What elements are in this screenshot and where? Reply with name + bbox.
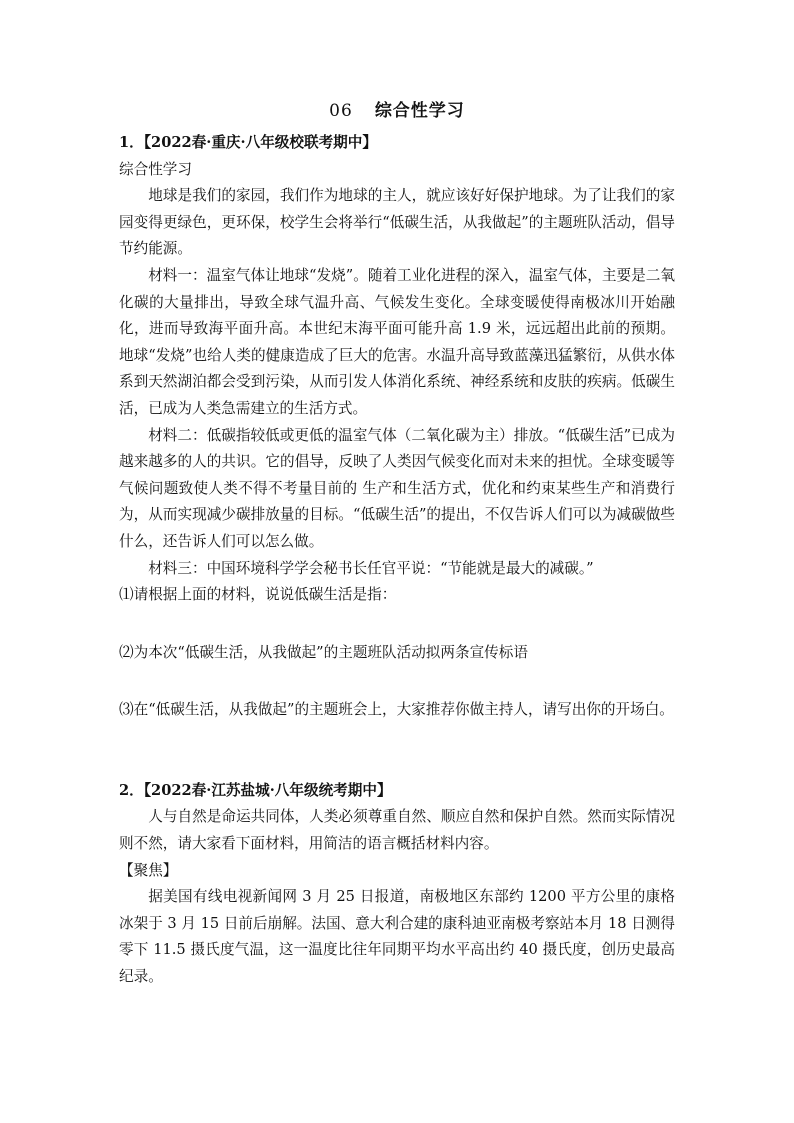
title-text: 综合性学习 <box>374 101 465 121</box>
question-2-heading: 2．【2022春·江苏盐城·八年级统考期中】 <box>119 781 392 799</box>
material-3: 材料三：中国环境科学学会秘书长任官平说：“节能就是最大的减碳。” <box>148 559 594 577</box>
question-1 <box>119 130 675 724</box>
sub-question-2: ⑵为本次“低碳生活，从我做起”的主题班队活动拟两条宣传标语 <box>119 643 528 661</box>
sub-question-3: ⑶在“低碳生活，从我做起”的主题班会上，大家推荐你做主持人，请写出你的开场白。 <box>119 701 674 719</box>
question-2-intro: 人与自然是命运共同体，人类必须尊重自然、顺应自然和保护自然。然而实际情况则不然，请大家看下面材料，用简洁的语言概括材料内容。 <box>119 808 675 853</box>
title-number: 06 <box>329 101 353 121</box>
question-2 <box>119 778 675 991</box>
material-2: 材料二：低碳指较低或更低的温室气体（二氧化碳为主）排放。“低碳生活”已成为越来越多的人的共识。它的倡导，反映了人类因气候变化而对未来的担忧。全球变暖等气候问题致使人类不得不考量目前的 生产和生活方式，优化和约束某些生产和消费行为，从而实现减少碳排放量的目标。“低碳生活”的提出，不仅告诉人们可以为减碳做些什么，还告诉人们可以怎么做。 <box>119 426 675 550</box>
page-title <box>0 96 794 121</box>
question-separator <box>119 724 675 778</box>
answer-space-2 <box>119 666 675 697</box>
question-1-heading: 1．【2022春·重庆·八年级校联考期中】 <box>119 134 377 151</box>
material-1: 材料一：温室气体让地球“发烧”。随着工业化进程的深入，温室气体，主要是二氧化碳的大量排出，导致全球气温升高、气候发生变化。全球变暖使得南极冰川开始融化，进而导致海平面升高。本世纪末海平面可能升高 1.9 米，远远超出此前的预期。地球“发烧”也给人类的健康造成了巨大的危害。水温升高导致蓝藻迅猛繁衍，从供水体系到天然湖泊都会受到污染，从而引发人体消化系统、神经系统和皮肤的疾病。低碳生活，已成为人类急需建立的生活方式。 <box>119 266 675 417</box>
question-1-label: 综合性学习 <box>119 160 192 178</box>
answer-space-1 <box>119 609 675 640</box>
sub-question-1: ⑴请根据上面的材料，说说低碳生活是指： <box>119 586 397 604</box>
focus-text: 据美国有线电视新闻网 3 月 25 日报道，南极地区东部约 1200 平方公里的康格冰架于 3 月 15 日前后崩解。法国、意大利合建的康科迪亚南极考察站本月 18 日测得零下 11.5 摄氏度气温，这一温度比往年同期平均水平高出约 40 摄氏度，创历史最高纪录。 <box>119 888 675 986</box>
question-1-intro: 地球是我们的家园，我们作为地球的主人，就应该好好保护地球。为了让我们的家园变得更绿色，更环保，校学生会将举行“低碳生活，从我做起”的主题班队活动，倡导节约能源。 <box>119 187 675 258</box>
document-content <box>119 130 675 991</box>
focus-label: 【聚焦】 <box>119 861 178 879</box>
